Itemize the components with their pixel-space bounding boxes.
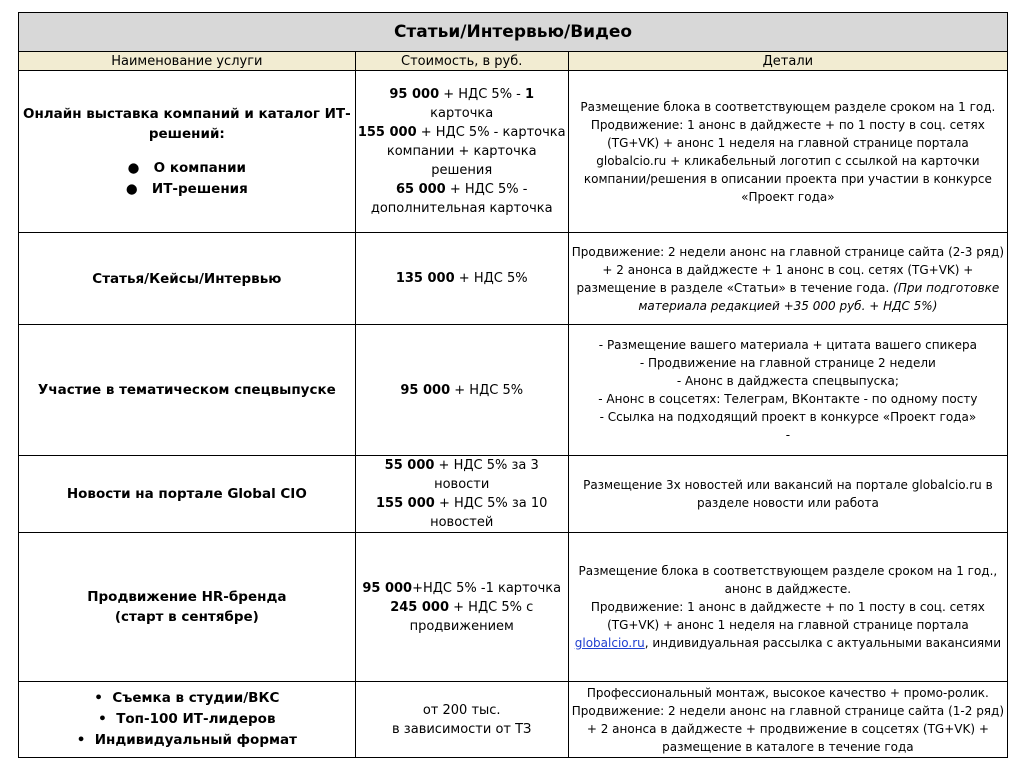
price-cell: от 200 тыс. в зависимости от ТЗ (355, 682, 568, 758)
details-cell: Размещение 3х новостей или вакансий на портале globalcio.ru в разделе новости или работа (568, 456, 1007, 533)
table-row (19, 325, 1008, 456)
header-price: Стоимость, в руб. (355, 52, 568, 71)
globalcio-link[interactable]: globalcio.ru (574, 636, 645, 650)
header-details: Детали (568, 52, 1007, 71)
header-service: Наименование услуги (19, 52, 356, 71)
table-row (19, 233, 1008, 325)
service-bullets (21, 158, 353, 200)
price-cell: 95 000+НДС 5% -1 карточка 245 000 + НДС 5% с продвижением (355, 533, 568, 682)
details-cell: Размещение блока в соответствующем разделе сроком на 1 год. Продвижение: 1 анонс в дайджесте + по 1 посту в соц. сетях (TG+VK) + анонс 1 неделя на главной странице портала globalcio.ru + кликабельный логотип с ссылкой на карточки компании/решения в описании проекта при участии в конкурсе «Проект года» (568, 71, 1007, 233)
table-title: Статьи/Интервью/Видео (19, 13, 1008, 52)
details-cell: - Размещение вашего материала + цитата вашего спикера - Продвижение на главной странице 2 недели - Анонс в дайджеста спецвыпуска; - Анонс в соцсетях: Телеграм, ВКонтакте - по одному посту - Ссылка на подходящий проект в конкурсе «Проект года» - (568, 325, 1007, 456)
service-name: Статья/Кейсы/Интервью (19, 233, 356, 325)
price-cell: 55 000 + НДС 5% за 3 новости 155 000 + НДС 5% за 10 новостей (355, 456, 568, 533)
service-name: Продвижение HR-бренда (87, 589, 287, 605)
bullet-item: • Индивидуальный формат (76, 732, 297, 748)
table-row (19, 682, 1008, 758)
bullet-item: ● О компании (127, 159, 247, 176)
table-row (19, 71, 1008, 233)
details-cell: Размещение блока в соответствующем разделе сроком на 1 год., анонс в дайджесте. Продвижение: 1 анонс в дайджесте + по 1 посту в соц. сетях (TG+VK) + анонс 1 неделя на главной странице портала globalcio.ru, индивидуальная рассылка с актуальными вакансиями (568, 533, 1007, 682)
price-cell: 95 000 + НДС 5% (355, 325, 568, 456)
bullet-item: ● ИТ-решения (125, 180, 248, 197)
service-name: Онлайн выставка компаний и каталог ИТ-решений: (22, 105, 351, 142)
table-row (19, 533, 1008, 682)
details-cell: Продвижение: 2 недели анонс на главной странице сайта (2-3 ряд) + 2 анонса в дайджесте + 1 анонс в соц. сетях (TG+VK) + размещение в разделе «Статьи» в течение года. (При подготовке материала редакцией +35 000 руб. + НДС 5%) (568, 233, 1007, 325)
bullet-item: • Топ-100 ИТ-лидеров (98, 711, 276, 727)
service-name: Участие в тематическом спецвыпуске (19, 325, 356, 456)
service-subtitle: (старт в сентябре) (114, 609, 259, 625)
service-cell (19, 533, 356, 682)
service-cell (19, 682, 356, 758)
price-table (18, 12, 1008, 758)
price-cell: 95 000 + НДС 5% - 1 карточка 155 000 + НДС 5% - карточка компании + карточка решения 65 000 + НДС 5% - дополнительная карточка (355, 71, 568, 233)
price-cell: 135 000 + НДС 5% (355, 233, 568, 325)
service-bullets (21, 688, 353, 751)
details-note: (При подготовке материала редакцией +35 000 руб. + НДС 5%) (638, 280, 1000, 313)
bullet-item: • Съемка в студии/ВКС (94, 690, 280, 706)
service-cell (19, 71, 356, 233)
details-cell: Профессиональный монтаж, высокое качество + промо-ролик. Продвижение: 2 недели анонс на главной странице сайта (1-2 ряд) + 2 анонса в дайджесте + продвижение в соцсетях (TG+VK) + размещение в каталоге в течение года (568, 682, 1007, 758)
service-name: Новости на портале Global CIO (19, 456, 356, 533)
table-row (19, 456, 1008, 533)
